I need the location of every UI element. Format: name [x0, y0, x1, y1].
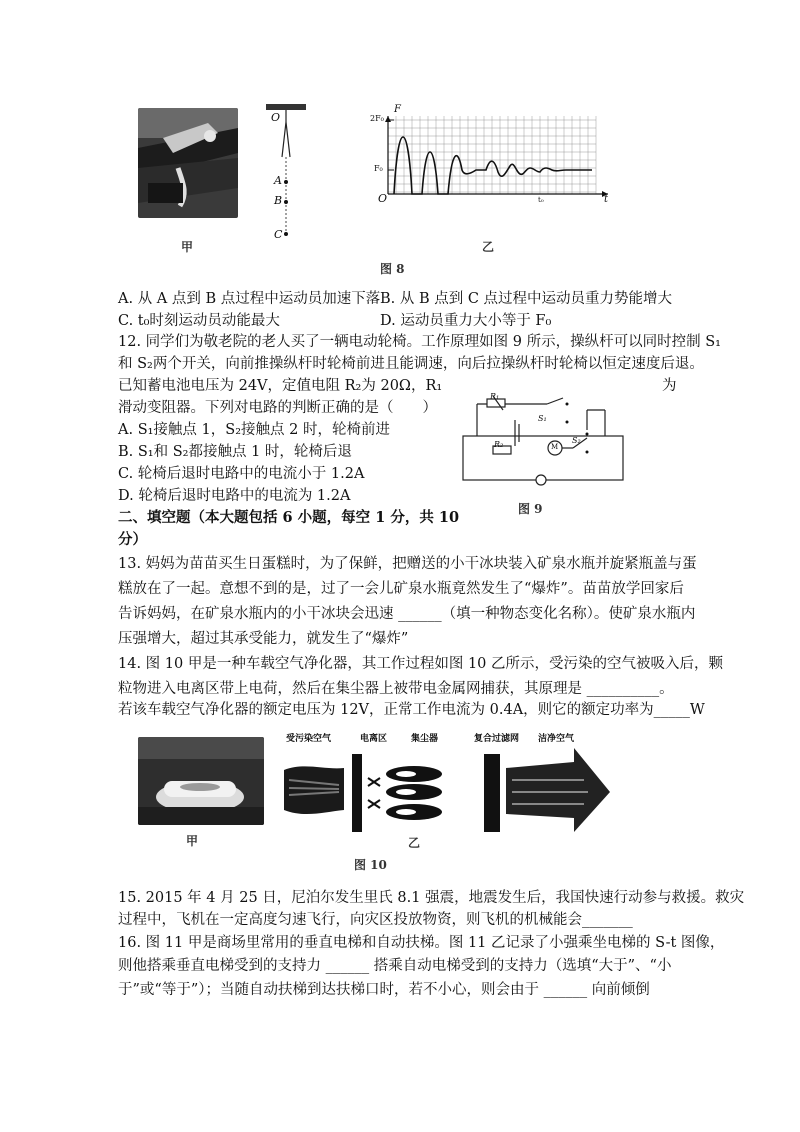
q16-line-1: 16. 图 11 甲是商场里常用的垂直电梯和自动扶梯。图 11 乙记录了小强乘坐电梯的 S-t 图像， [118, 935, 725, 951]
fig10-jia-label: 甲 [186, 834, 199, 848]
fig8-point-c: C [274, 228, 283, 241]
fig8-axis-t-label: t [604, 194, 609, 205]
fig8-axis-f-label: F [394, 104, 401, 115]
q12-line-1: 12. 同学们为敬老院的老人买了一辆电动轮椅。工作原理如图 9 所示，操纵杆可以同时控制 S₁ [118, 334, 721, 350]
fig8-yi-label: 乙 [482, 240, 495, 254]
q13-line-2: 糕放在了一起。意想不到的是，过了一会儿矿泉水瓶竟然发生了“爆炸”。苗苗放学回家后 [118, 581, 684, 597]
q12-option-d: D. 轮椅后退时电路中的电流为 1.2A [118, 488, 351, 504]
fig8-caption: 图 8 [380, 262, 405, 276]
fig10-label-ion: 电离区 [360, 734, 388, 744]
fig8-origin-label: O [378, 192, 388, 205]
q13-line-1: 13. 妈妈为苗苗买生日蛋糕时，为了保鲜，把赠送的小干冰块装入矿泉水瓶并旋紧瓶盖与蛋 [118, 556, 697, 572]
fig9-circuit [455, 390, 630, 490]
q12-option-a: A. S₁接触点 1，S₂接触点 2 时，轮椅前进 [118, 422, 390, 438]
fig10-label-clean: 洁净空气 [538, 734, 575, 744]
q12-line-4: 滑动变阻器。下列对电路的判断正确的是（ ） [118, 400, 437, 416]
q13-line-3: 告诉妈妈，在矿泉水瓶内的小干冰块会迅速 ______（填一种物态变化名称）。使矿泉水瓶内 [118, 606, 696, 622]
q11-option-c: C. t₀时刻运动员动能最大 [118, 313, 280, 329]
fig8-tick-2f0: 2F₀ [370, 114, 384, 123]
fig9-s2-label: S₂ [572, 436, 581, 445]
q14-line-2: 粒物进入电离区带上电荷，然后在集尘器上被带电金属网捕获，其原理是 __________。 [118, 681, 674, 697]
q12-line-3b: 为 [662, 378, 677, 394]
fig10-photo [138, 737, 264, 825]
q16-line-2: 则他搭乘垂直电梯受到的支持力 ______ 搭乘自动电梯受到的支持力（选填“大于”、“小 [118, 958, 672, 974]
q11-option-b: B. 从 B 点到 C 点过程中运动员重力势能增大 [380, 291, 673, 307]
fig8-point-o: O [271, 111, 281, 124]
fig10-yi-label: 乙 [408, 836, 421, 850]
section2-heading-line-2: 分） [118, 531, 147, 548]
section2-heading-line-1: 二、填空题（本大题包括 6 小题，每空 1 分，共 10 [118, 509, 460, 526]
fig9-m-label: M [551, 443, 559, 451]
fig8-force-graph [366, 108, 616, 208]
q11-option-d: D. 运动员重力大小等于 F₀ [380, 313, 552, 329]
fig9-r2-label: R₂ [494, 440, 504, 449]
fig8-pendulum [260, 102, 310, 242]
fig8-tick-t0: t₀ [538, 196, 544, 204]
fig8-point-b: B [274, 194, 283, 207]
q13-line-4: 压强增大，超过其承受能力，就发生了“爆炸” [118, 631, 409, 647]
q12-option-b: B. S₁和 S₂都接触点 1 时，轮椅后退 [118, 444, 352, 460]
q15-line-2: 过程中，飞机在一定高度匀速飞行，向灾区投放物资，则飞机的机械能会_______ [118, 912, 633, 928]
fig9-caption: 图 9 [518, 502, 543, 516]
fig9-r1-label: R₁ [490, 392, 500, 401]
q12-option-c: C. 轮椅后退时电路中的电流小于 1.2A [118, 466, 365, 482]
q12-line-2: 和 S₂两个开关，向前推操纵杆时轮椅前进且能调速，向后拉操纵杆时轮椅以恒定速度后退。 [118, 356, 704, 372]
fig8-jia-label: 甲 [181, 240, 194, 254]
q14-line-3: 若该车载空气净化器的额定电压为 12V，正常工作电流为 0.4A，则它的额定功率为_____W [118, 702, 705, 718]
q15-line-1: 15. 2015 年 4 月 25 日，尼泊尔发生里氏 8.1 强震，地震发生后，我国快速行动参与救援。救灾 [118, 890, 745, 906]
fig10-label-polluted: 受污染空气 [286, 734, 332, 744]
fig10-label-dust: 集尘器 [411, 734, 439, 744]
q16-line-3: 于”或“等于”）；当随自动扶梯到达扶梯口时，若不小心，则会由于 ______ 向前倾倒 [118, 982, 650, 998]
q12-line-3a: 已知蓄电池电压为 24V，定值电阻 R₂为 20Ω，R₁ [118, 378, 443, 394]
fig8-photo [138, 108, 238, 218]
fig10-label-filter: 复合过滤网 [474, 734, 520, 744]
fig10-diagram [284, 740, 614, 835]
fig10-caption: 图 10 [354, 858, 387, 872]
fig9-s1-label: S₁ [538, 414, 547, 423]
q11-option-a: A. 从 A 点到 B 点过程中运动员加速下落 [118, 291, 381, 307]
fig8-tick-f0: F₀ [374, 164, 383, 173]
fig8-point-a: A [274, 174, 282, 187]
q14-line-1: 14. 图 10 甲是一种车载空气净化器，其工作过程如图 10 乙所示，受污染的空气被吸入后，颗 [118, 656, 724, 672]
